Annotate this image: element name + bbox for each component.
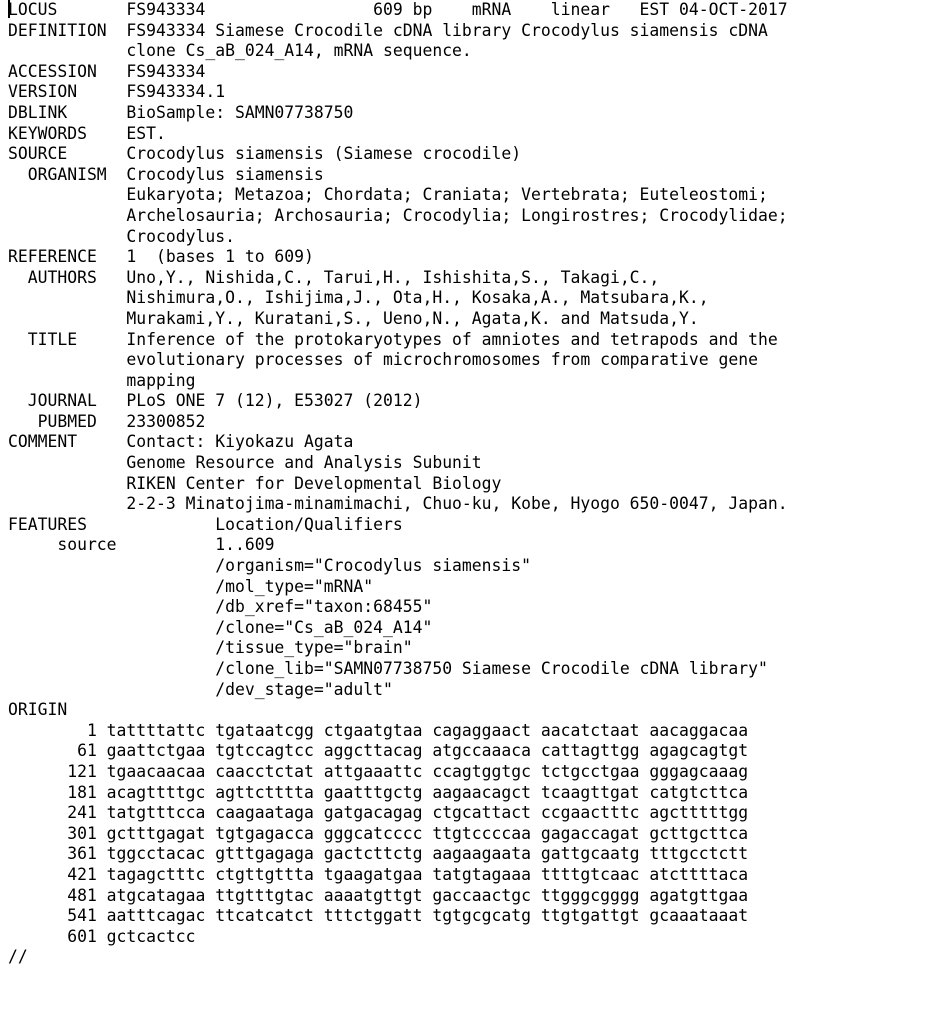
qualifier-tissue-type: /tissue_type="brain" <box>8 638 413 658</box>
authors-line-1: AUTHORS Uno,Y., Nishida,C., Tarui,H., Ishishita,S., Takagi,C., <box>8 267 660 287</box>
version-line: VERSION FS943334.1 <box>8 82 226 102</box>
qualifier-dev-stage: /dev_stage="adult" <box>8 679 393 699</box>
sequence-line-541: 541 aatttcagac ttcatcatct tttctggatt tgtgcgcatg ttgtgattgt gcaaataaat <box>8 906 749 926</box>
sequence-line-241: 241 tatgtttcca caagaataga gatgacagag ctgcattact ccgaactttc agctttttgg <box>8 803 749 823</box>
authors-line-2: Nishimura,O., Ishijima,J., Ota,H., Kosaka,A., Matsubara,K., <box>8 288 709 308</box>
taxonomy-line-1: Eukaryota; Metazoa; Chordata; Craniata; Vertebrata; Euteleostomi; <box>8 185 768 205</box>
taxonomy-line-3: Crocodylus. <box>8 226 235 246</box>
sequence-line-1: 1 tattttattc tgataatcgg ctgaatgtaa cagaggaact aacatctaat aacaggacaa <box>8 720 749 740</box>
features-line: FEATURES Location/Qualifiers <box>8 514 403 534</box>
locus-line: LOCUS FS943334 609 bp mRNA linear EST 04-OCT-2017 <box>8 0 788 19</box>
journal-line: JOURNAL PLoS ONE 7 (12), E53027 (2012) <box>8 391 423 411</box>
reference-line: REFERENCE 1 (bases 1 to 609) <box>8 247 314 267</box>
comment-line-4: 2-2-3 Minatojima-minamimachi, Chuo-ku, Kobe, Hyogo 650-0047, Japan. <box>8 494 788 514</box>
definition-line-1: DEFINITION FS943334 Siamese Crocodile cDNA library Crocodylus siamensis cDNA <box>8 20 768 40</box>
qualifier-mol-type: /mol_type="mRNA" <box>8 576 374 596</box>
definition-line-2: clone Cs_aB_024_A14, mRNA sequence. <box>8 41 472 61</box>
sequence-line-61: 61 gaattctgaa tgtccagtcc aggcttacag atgccaaaca cattagttgg agagcagtgt <box>8 741 749 761</box>
qualifier-clone-lib: /clone_lib="SAMN07738750 Siamese Crocodile cDNA library" <box>8 659 768 678</box>
comment-line-3: RIKEN Center for Developmental Biology <box>8 473 502 493</box>
record-terminator: // <box>8 947 28 967</box>
accession-line: ACCESSION FS943334 <box>8 61 206 81</box>
taxonomy-line-2: Archelosauria; Archosauria; Crocodylia; Longirostres; Crocodylidae; <box>8 205 788 225</box>
sequence-line-361: 361 tggcctacac gtttgagaga gactcttctg aagaagaata gattgcaatg tttgcctctt <box>8 844 749 864</box>
sequence-line-301: 301 gctttgagat tgtgagacca gggcatcccc ttgtccccaa gagaccagat gcttgcttca <box>8 823 749 843</box>
organism-line: ORGANISM Crocodylus siamensis <box>8 164 324 184</box>
authors-line-3: Murakami,Y., Kuratani,S., Ueno,N., Agata,K. and Matsuda,Y. <box>8 308 699 328</box>
sequence-line-421: 421 tagagctttc ctgttgttta tgaagatgaa tatgtagaaa ttttgtcaac atcttttaca <box>8 864 749 884</box>
genbank-record <box>8 0 788 968</box>
title-line-1: TITLE Inference of the protokaryotypes of amniotes and tetrapods and the <box>8 329 778 349</box>
qualifier-db-xref: /db_xref="taxon:68455" <box>8 597 433 617</box>
sequence-line-121: 121 tgaacaacaa caacctctat attgaaattc ccagtggtgc tctgcctgaa gggagcaaag <box>8 761 749 781</box>
qualifier-organism: /organism="Crocodylus siamensis" <box>8 556 532 576</box>
pubmed-line: PUBMED 23300852 <box>8 411 206 431</box>
sequence-line-181: 181 acagttttgc agttctttta gaatttgctg aagaacagct tcaagttgat catgtcttca <box>8 782 749 802</box>
title-line-2: evolutionary processes of microchromosomes from comparative gene <box>8 350 758 370</box>
origin-line: ORIGIN <box>8 700 127 720</box>
comment-line-1: COMMENT Contact: Kiyokazu Agata <box>8 432 354 452</box>
title-line-3: mapping <box>8 370 196 390</box>
sequence-line-481: 481 atgcatagaa ttgtttgtac aaaatgttgt gaccaactgc ttgggcgggg agatgttgaa <box>8 885 749 905</box>
dblink-line: DBLINK BioSample: SAMN07738750 <box>8 102 354 122</box>
qualifier-clone: /clone="Cs_aB_024_A14" <box>8 617 433 637</box>
keywords-line: KEYWORDS EST. <box>8 123 166 143</box>
feature-source-line: source 1..609 <box>8 535 275 555</box>
sequence-line-601: 601 gctcactcc <box>8 926 196 946</box>
source-line: SOURCE Crocodylus siamensis (Siamese crocodile) <box>8 144 522 164</box>
comment-line-2: Genome Resource and Analysis Subunit <box>8 453 482 473</box>
